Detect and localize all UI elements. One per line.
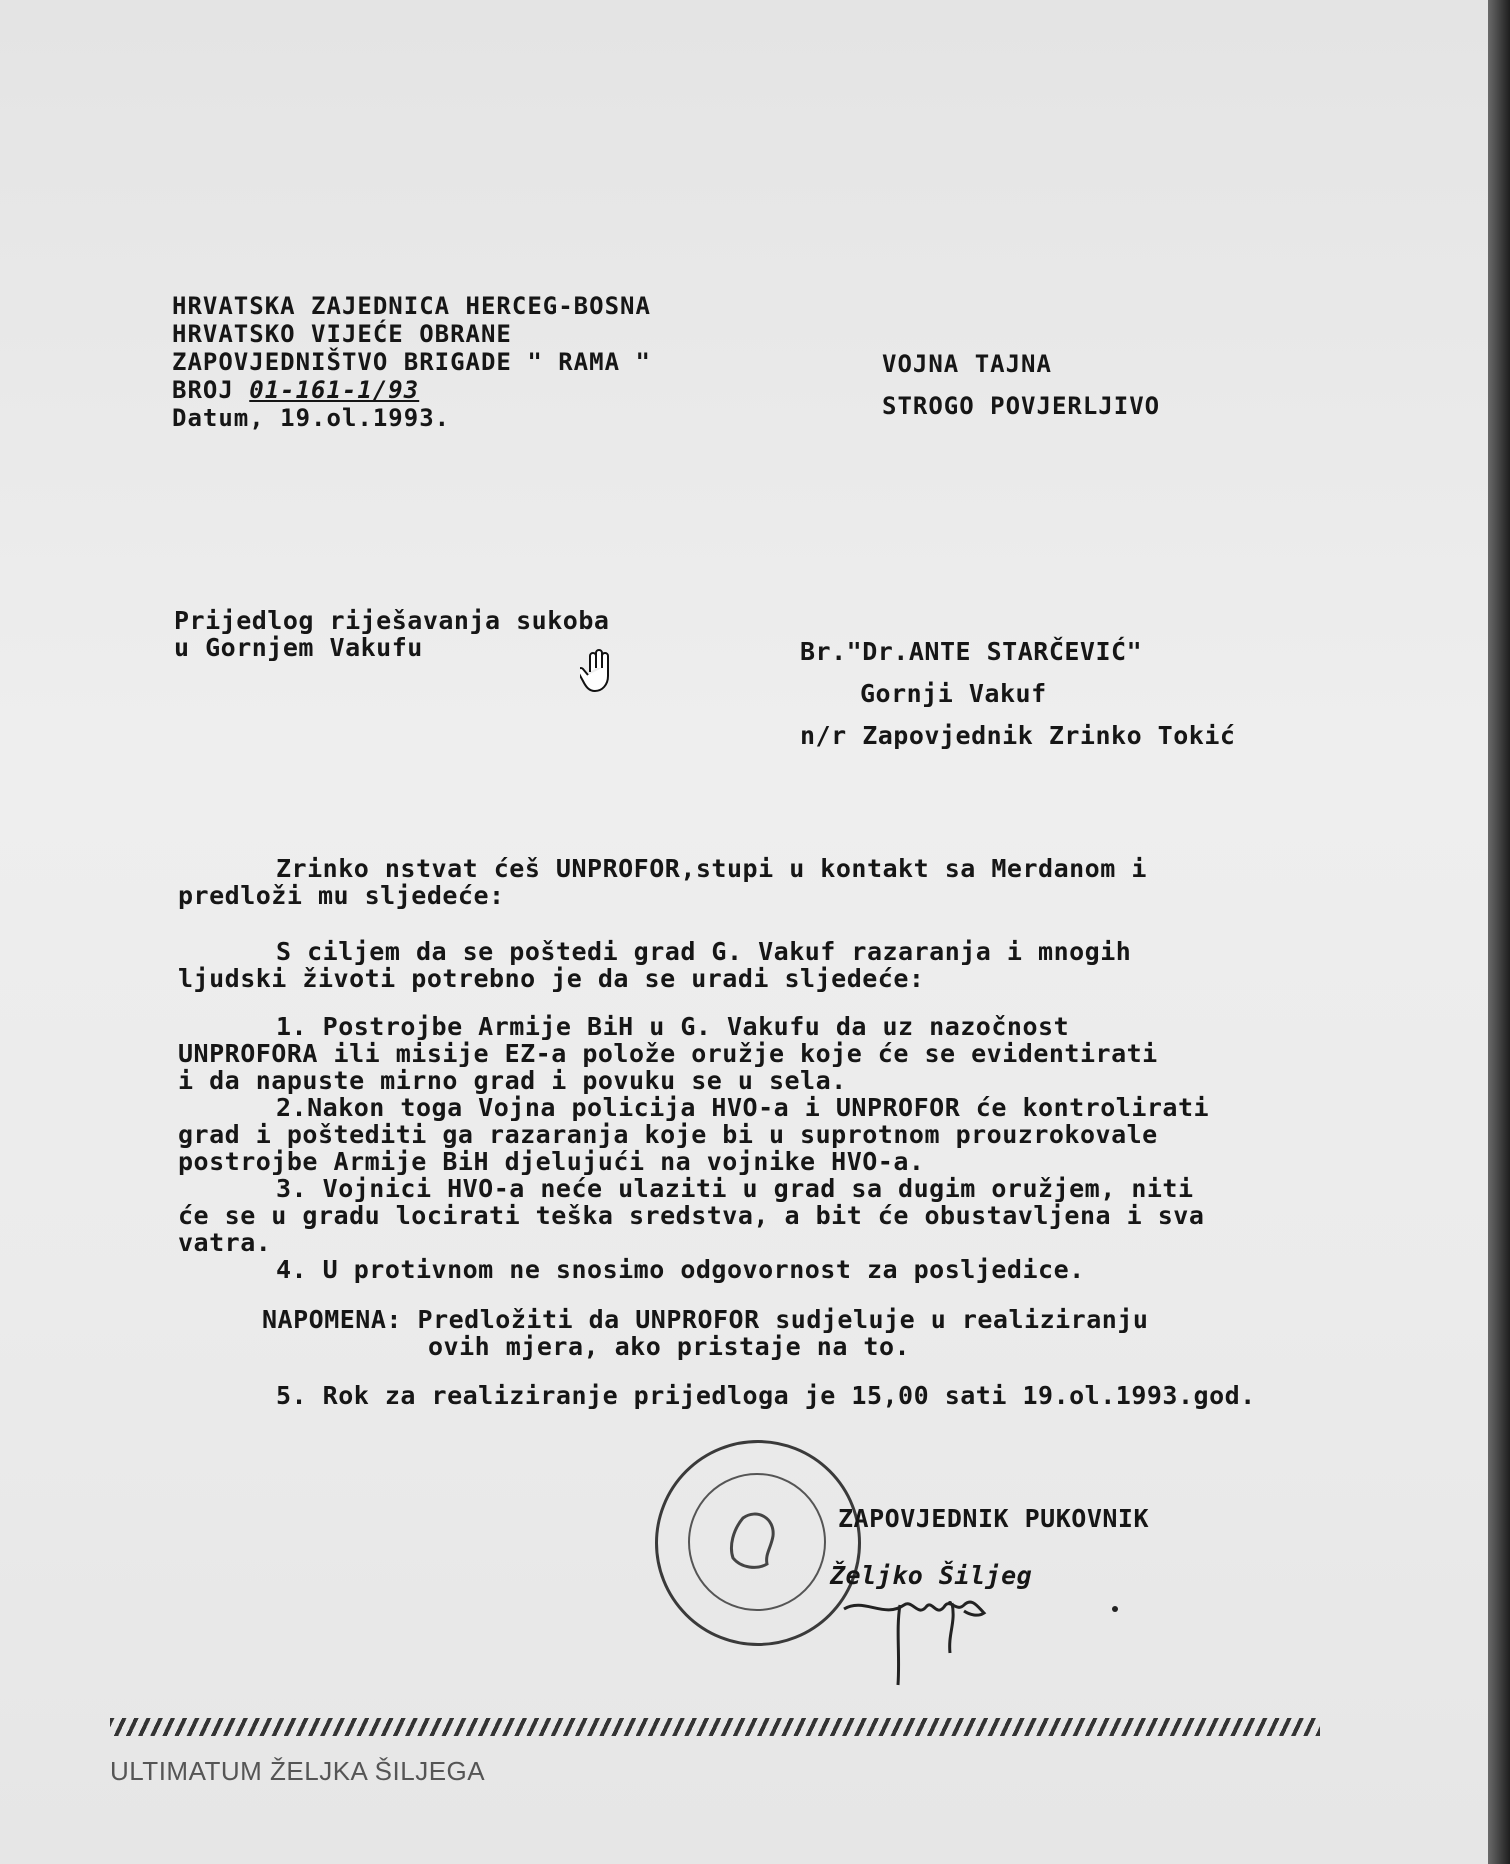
subject-line-1: Prijedlog riješavanja sukoba <box>174 606 610 635</box>
signature-name: Željko Šiljeg <box>830 1561 1033 1590</box>
header-number <box>172 376 419 404</box>
subject-line-2: u Gornjem Vakufu <box>174 633 423 662</box>
classification-secret: VOJNA TAJNA <box>882 350 1052 378</box>
point-5: 5. Rok za realiziranje prijedloga je 15,00 sati 19.ol.1993.god. <box>276 1381 1256 1410</box>
decorative-stripe <box>110 1718 1320 1736</box>
note-line-2: ovih mjera, ako pristaje na to. <box>428 1332 911 1361</box>
point-1-line-1: 1. Postrojbe Armije BiH u G. Vakufu da uz nazočnost <box>276 1012 1070 1041</box>
signature-title: ZAPOVJEDNIK PUKOVNIK <box>838 1504 1150 1533</box>
point-3-line-3: vatra. <box>178 1228 272 1257</box>
body-aim-2: ljudski životi potrebno je da se uradi sljedeće: <box>178 964 925 993</box>
note-label: NAPOMENA: <box>262 1305 402 1334</box>
number-value: 01-161-1/93 <box>249 376 420 404</box>
header-council: HRVATSKO VIJEĆE OBRANE <box>172 320 512 348</box>
frame-edge <box>1488 0 1510 1864</box>
body-intro-1: Zrinko nstvat ćeš UNPROFOR,stupi u kontakt sa Merdanom i <box>276 854 1147 883</box>
hand-cursor-icon <box>580 648 612 694</box>
note-text-1: Predložiti da UNPROFOR sudjeluje u realiziranju <box>417 1305 1149 1334</box>
recipient-line-1: Br."Dr.ANTE STARČEVIĆ" <box>800 637 1143 666</box>
point-1-line-3: i da napuste mirno grad i povuku se u sela. <box>178 1066 847 1095</box>
point-3-line-1: 3. Vojnici HVO-a neće ulaziti u grad sa dugim oružjem, niti <box>276 1174 1194 1203</box>
note-line-1 <box>262 1306 1148 1333</box>
ink-dot <box>1112 1606 1118 1612</box>
body-aim-1: S ciljem da se poštedi grad G. Vakuf razaranja i mnogih <box>276 937 1132 966</box>
point-2-line-2: grad i poštediti ga razaranja koje bi u suprotnom prouzrokovale <box>178 1120 1158 1149</box>
point-2-line-3: postrojbe Armije BiH djelujući na vojnike HVO-a. <box>178 1147 925 1176</box>
point-2-line-1: 2.Nakon toga Vojna policija HVO-a i UNPROFOR će kontrolirati <box>276 1093 1210 1122</box>
handwritten-signature <box>840 1585 1020 1695</box>
classification-confidential: STROGO POVJERLJIVO <box>882 392 1161 420</box>
recipient-line-2: Gornji Vakuf <box>860 679 1047 708</box>
header-organization: HRVATSKA ZAJEDNICA HERCEG-BOSNA <box>172 292 651 320</box>
photo-caption: ULTIMATUM ŽELJKA ŠILJEGA <box>110 1756 486 1786</box>
number-label: BROJ <box>172 376 234 404</box>
point-1-line-2: UNPROFORA ili misije EZ-a polože oružje koje će se evidentirati <box>178 1039 1158 1068</box>
point-4: 4. U protivnom ne snosimo odgovornost za posljedice. <box>276 1255 1085 1284</box>
official-seal <box>655 1440 861 1646</box>
point-3-line-2: će se u gradu locirati teška sredstva, a bit će obustavljena i sva <box>178 1201 1205 1230</box>
recipient-line-3: n/r Zapovjednik Zrinko Tokić <box>800 721 1236 750</box>
header-command: ZAPOVJEDNIŠTVO BRIGADE " RAMA " <box>172 348 651 376</box>
header-date: Datum, 19.ol.1993. <box>172 404 451 432</box>
body-intro-2: predloži mu sljedeće: <box>178 881 505 910</box>
